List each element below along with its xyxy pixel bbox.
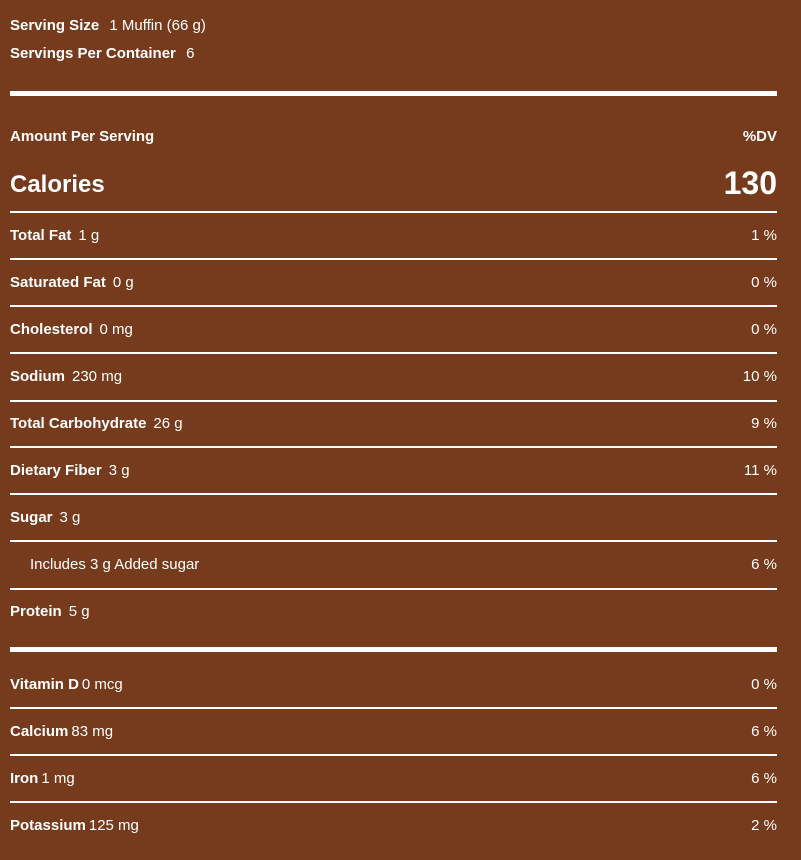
divider [10, 305, 777, 307]
servings-per-container-line [10, 45, 194, 63]
divider [10, 211, 777, 213]
vitamin-value: 0 mcg [81, 675, 123, 693]
nutrient-dv: 9 % [751, 414, 777, 432]
nutrient-row [10, 460, 777, 480]
nutrient-row [10, 366, 777, 386]
vitamin-label: Potassium [10, 816, 86, 834]
vitamin-row [10, 768, 777, 788]
vitamin-row [10, 721, 777, 741]
nutrient-value: 0 mg [99, 320, 133, 338]
vitamin-value: 83 mg [71, 722, 114, 740]
vitamin-dv: 6 % [751, 722, 777, 740]
calories-value: 130 [723, 165, 777, 201]
divider [10, 801, 777, 803]
vitamin-row [10, 674, 777, 694]
nutrient-value: 1 g [78, 226, 100, 244]
servings-per-container-label: Servings Per Container [10, 45, 176, 62]
divider [10, 754, 777, 756]
nutrient-value: 230 mg [72, 367, 123, 385]
divider [10, 400, 777, 402]
nutrient-row [10, 319, 777, 339]
vitamin-value: 1 mg [41, 769, 75, 787]
thick-divider [10, 91, 777, 96]
nutrient-label: Sodium [10, 367, 65, 385]
servings-per-container-value: 6 [186, 45, 195, 62]
nutrient-label: Dietary Fiber [10, 461, 102, 479]
nutrient-label: Total Carbohydrate [10, 414, 147, 432]
nutrient-row [10, 601, 777, 621]
nutrient-row [10, 272, 777, 292]
divider [10, 588, 777, 590]
nutrient-value: 0 g [112, 273, 134, 291]
vitamin-label: Iron [10, 769, 39, 787]
nutrient-value: 26 g [153, 414, 183, 432]
divider [10, 446, 777, 448]
thick-divider [10, 647, 777, 652]
calories-label: Calories [10, 171, 105, 198]
vitamin-dv: 6 % [751, 769, 777, 787]
vitamin-label: Calcium [10, 722, 69, 740]
nutrient-dv: 0 % [751, 273, 777, 291]
nutrient-row [10, 507, 777, 527]
vitamin-dv: 0 % [751, 675, 777, 693]
dv-column-label: %DV [742, 128, 777, 145]
nutrient-value: 3 g [59, 508, 81, 526]
nutrient-row [10, 413, 777, 433]
divider [10, 493, 777, 495]
divider [10, 352, 777, 354]
serving-size-line [10, 17, 206, 35]
nutrient-dv: 6 % [751, 555, 777, 573]
nutrient-label: Sugar [10, 508, 53, 526]
amount-per-serving-label: Amount Per Serving [10, 128, 155, 145]
nutrient-label: Total Fat [10, 226, 72, 244]
vitamin-label: Vitamin D [10, 675, 79, 693]
divider [10, 707, 777, 709]
nutrient-row-added-sugar [10, 554, 777, 574]
nutrient-row [10, 225, 777, 245]
nutrient-dv: 11 % [743, 461, 777, 479]
divider [10, 540, 777, 542]
nutrient-value: 3 g [108, 461, 130, 479]
nutrient-label: Saturated Fat [10, 273, 106, 291]
nutrient-label: Cholesterol [10, 320, 93, 338]
nutrient-dv: 10 % [742, 367, 777, 385]
nutrient-value: 5 g [68, 602, 90, 620]
vitamin-dv: 2 % [751, 816, 777, 834]
nutrient-label: Protein [10, 602, 62, 620]
divider [10, 258, 777, 260]
nutrient-dv: 0 % [751, 320, 777, 338]
vitamin-value: 125 mg [88, 816, 139, 834]
serving-size-label: Serving Size [10, 17, 100, 34]
nutrient-value: Includes 3 g Added sugar [30, 555, 200, 573]
vitamin-row [10, 815, 777, 835]
nutrient-dv: 1 % [751, 226, 777, 244]
serving-size-value: 1 Muffin (66 g) [109, 17, 206, 34]
